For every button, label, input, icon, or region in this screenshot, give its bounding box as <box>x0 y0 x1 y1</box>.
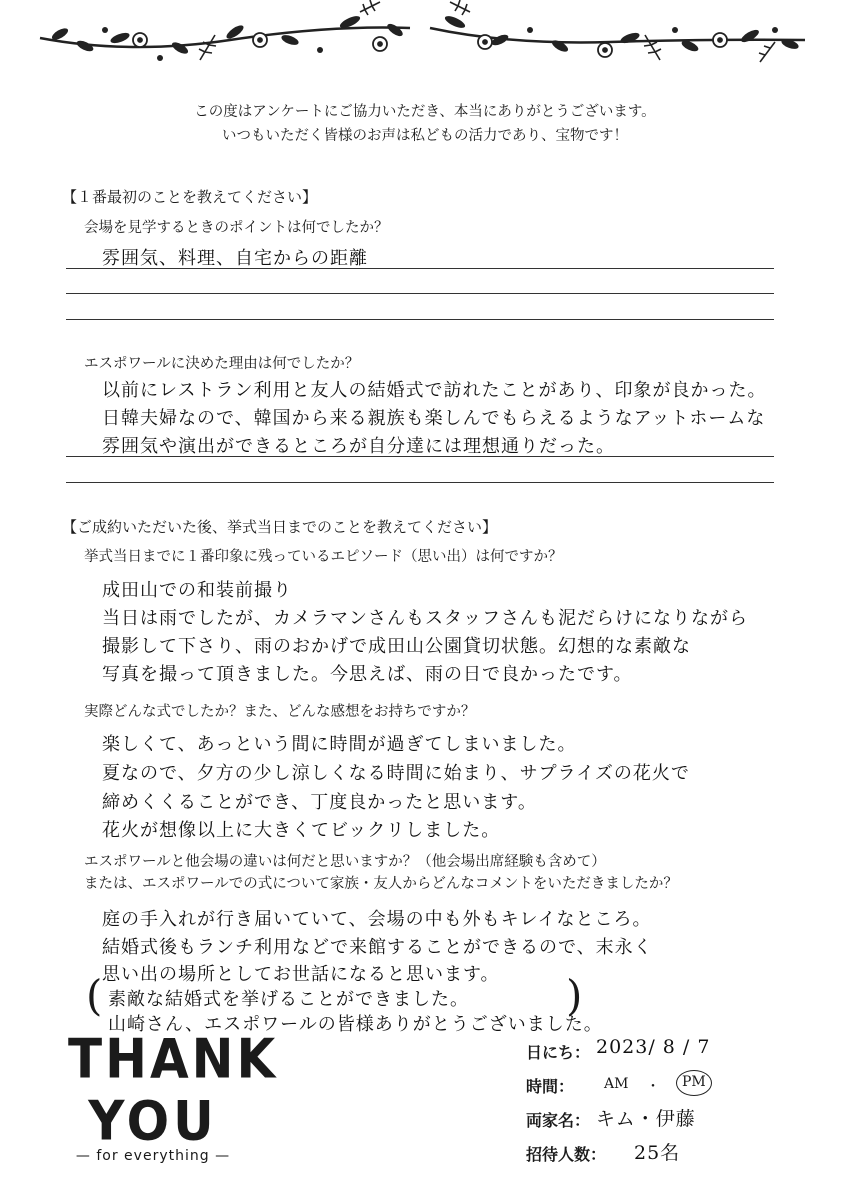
section1-q2-answer-line: 日韓夫婦なので、韓国から来る親族も楽しんでもらえるようなアットホームな <box>102 408 766 429</box>
section1-q1-answer-line: 雰囲気、料理、自宅からの距離 <box>102 248 368 269</box>
am-option: AM <box>604 1076 629 1092</box>
section2-q3-answer-line: 庭の手入れが行き届いていて、会場の中も外もキレイなところ。 <box>102 909 652 930</box>
leaf-icons <box>50 14 800 56</box>
floral-garland-illustration <box>30 0 820 80</box>
section2-q2-answer-line: 夏なので、夕方の少し涼しくなる時間に始まり、サプライズの花火で <box>102 763 690 784</box>
section2-q1-question: 挙式当日までに１番印象に残っているエピソード（思い出）は何ですか？ <box>84 549 563 565</box>
section2-q1-answer-line: 当日は雨でしたが、カメラマンさんもスタッフさんも泥だらけになりながら <box>102 608 748 629</box>
section2-q1-answer-line: 写真を撮って頂きました。今思えば、雨の日で良かったです。 <box>102 664 633 685</box>
garland-vine-left <box>40 28 410 48</box>
section1-q2-answer-line: 雰囲気や演出ができるところが自分達には理想通りだった。 <box>102 436 615 457</box>
answer-rule <box>66 268 774 269</box>
section2-q1-answer-line: 成田山での和装前撮り <box>102 580 292 601</box>
intro-line-1: この度はアンケートにご協力いただき、本当にありがとうございます。 <box>194 104 656 120</box>
section2-q3-question-line-1: エスポワールと他会場の違いは何だと思いますか？（他会場出席経験も含めて） <box>84 854 606 870</box>
thank-you-logo-word-2: YOU <box>88 1089 218 1153</box>
thank-you-tagline: — for everything — <box>75 1148 231 1164</box>
family-name-label: 両家名： <box>526 1111 591 1130</box>
section1-q1-question: 会場を見学するときのポイントは何でしたか？ <box>84 220 389 236</box>
section1-title: 【１番最初のことを教えてください】 <box>62 188 318 206</box>
bracket-message-line: 素敵な結婚式を挙げることができました。 <box>108 989 469 1010</box>
guest-count-label: 招待人数： <box>526 1145 607 1164</box>
section2-q2-answer-line: 楽しくて、あっという間に時間が過ぎてしまいました。 <box>102 734 577 755</box>
date-label: 日にち： <box>526 1043 591 1062</box>
am-pm-separator: ・ <box>646 1079 660 1095</box>
intro-line-2: いつもいただく皆様のお声は私どもの活力であり、宝物です！ <box>222 128 628 144</box>
section2-q2-answer-line: 締めくくることができ、丁度良かったと思います。 <box>102 792 537 813</box>
bracket-close: ) <box>566 971 583 1020</box>
answer-rule <box>66 456 774 457</box>
section1-q2-answer-line: 以前にレストラン利用と友人の結婚式で訪れたことがあり、印象が良かった。 <box>102 380 767 401</box>
section2-q2-answer-line: 花火が想像以上に大きくてビックリしました。 <box>102 820 501 841</box>
pm-option: PM <box>682 1074 706 1090</box>
section2-q2-question: 実際どんな式でしたか？また、どんな感想をお持ちですか？ <box>84 704 476 720</box>
section1-q2-question: エスポワールに決めた理由は何でしたか？ <box>84 356 360 372</box>
section2-q3-answer-line: 思い出の場所としてお世話になると思います。 <box>102 964 500 985</box>
section2-q3-question-line-2: または、エスポワールでの式について家族・友人からどんなコメントをいただきましたか？ <box>84 876 678 892</box>
family-name-value: キム・伊藤 <box>596 1108 696 1130</box>
section2-q1-answer-line: 撮影して下さり、雨のおかげで成田山公園貸切状態。幻想的な素敵な <box>102 636 691 657</box>
section2-title: 【ご成約いただいた後、挙式当日までのことを教えてください】 <box>62 518 498 536</box>
thank-you-logo-word-1: THANK <box>68 1027 279 1091</box>
section2-q3-answer-line: 結婚式後もランチ利用などで来館することができるので、末永く <box>102 937 653 958</box>
sprig-icons <box>199 0 775 62</box>
time-label: 時間： <box>526 1077 575 1096</box>
date-value: 2023/ 8 / 7 <box>596 1036 711 1058</box>
bracket-open: ( <box>86 971 103 1020</box>
answer-rule <box>66 293 774 294</box>
bracket-message-line: 山崎さん、エスポワールの皆様ありがとうございました。 <box>108 1014 603 1035</box>
answer-rule <box>66 482 774 483</box>
answer-rule <box>66 319 774 320</box>
guest-count-value: 25名 <box>634 1142 681 1164</box>
